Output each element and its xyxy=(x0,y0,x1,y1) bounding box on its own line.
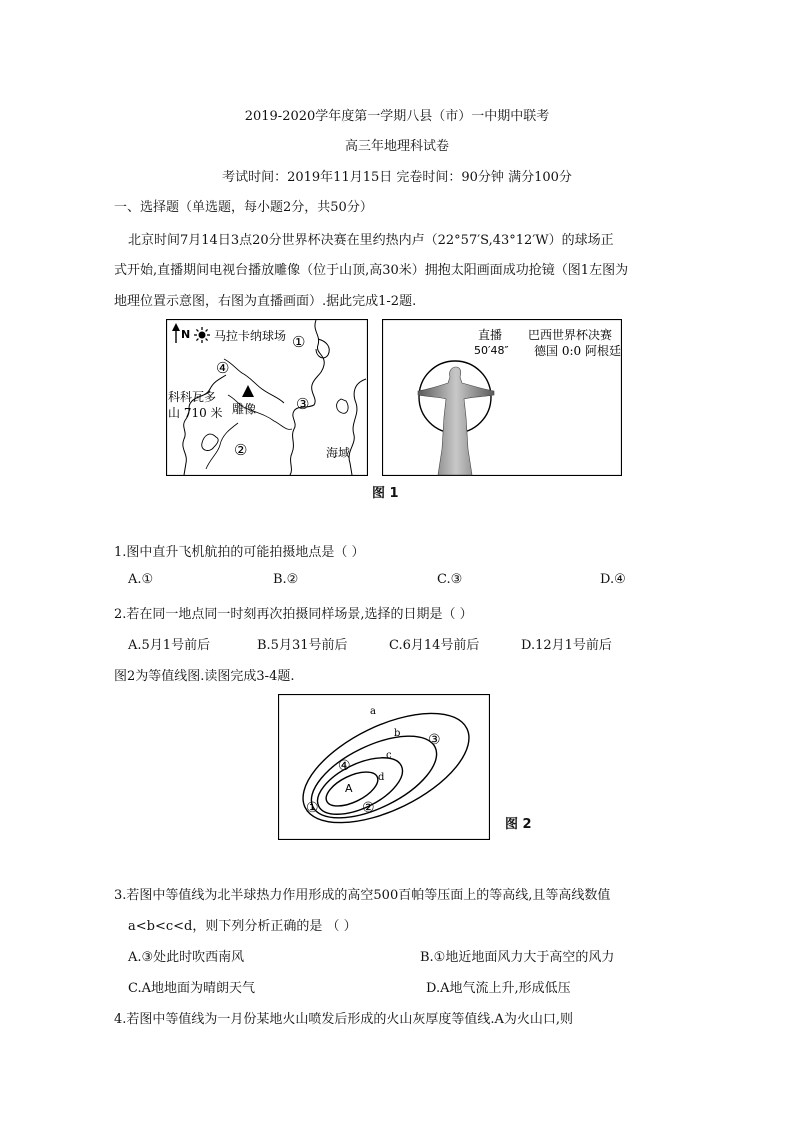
fig2-marker-1: ① xyxy=(306,800,319,816)
statue-label: 雕像 xyxy=(232,402,257,416)
figure1-caption: 图 1 xyxy=(372,486,399,501)
figure1-location-map xyxy=(166,319,368,476)
question2-option-d: D.12月1号前后 xyxy=(521,638,612,653)
fig2-marker-3: ③ xyxy=(428,732,441,748)
question3-option-a: A.③处此时吹西南风 xyxy=(128,950,245,965)
question1-option-c: C.③ xyxy=(437,572,463,587)
question3-option-c: C.A地地面为晴朗天气 xyxy=(128,981,256,996)
live-time: 50′48″ xyxy=(474,344,509,357)
question2-option-c: C.6月14号前后 xyxy=(389,638,480,653)
stadium-label: 马拉卡纳球场 xyxy=(214,329,287,343)
match-score: 德国 0:0 阿根廷 xyxy=(534,344,621,358)
question3-option-d: D.A地气流上升,形成低压 xyxy=(426,981,571,996)
question4-stem: 4.若图中等值线为一月份某地火山喷发后形成的火山灰厚度等值线.A为火山口,则 xyxy=(114,1012,574,1027)
north-label: N xyxy=(181,328,191,341)
intro-line-2: 式开始,直播期间电视台播放雕像（位于山顶,高30米）拥抱太阳画面成功抢镜（图1左图为 xyxy=(114,263,629,278)
question3-stem-line1: 3.若图中等值线为北半球热力作用形成的高空500百帕等压面上的等高线,且等高线数值 xyxy=(114,888,611,903)
fig2-marker-4: ④ xyxy=(338,758,351,774)
live-label: 直播 xyxy=(478,328,503,342)
question2-option-b: B.5月31号前后 xyxy=(257,638,348,653)
isoline-label-d: d xyxy=(378,772,385,783)
figure1-broadcast-frame xyxy=(382,319,622,476)
question1-stem: 1.图中直升飞机航拍的可能拍摄地点是（ ） xyxy=(114,545,365,560)
marker-1: ① xyxy=(292,333,306,351)
section-heading: 一、选择题（单选题，每小题2分，共50分） xyxy=(114,200,373,215)
marker-4: ④ xyxy=(216,359,230,377)
question1-option-a: A.① xyxy=(128,572,154,587)
fig2-marker-2: ② xyxy=(362,800,375,816)
marker-2: ② xyxy=(234,441,248,459)
question2-stem: 2.若在同一地点同一时刻再次拍摄同样场景,选择的日期是（ ） xyxy=(114,607,473,622)
intro-line-1: 北京时间7月14日3点20分世界杯决赛在里约热内卢（22°57′S,43°12′W）的球场正 xyxy=(128,233,614,248)
question3-option-b: B.①地近地面风力大于高空的风力 xyxy=(420,950,615,965)
match-title: 巴西世界杯决赛 xyxy=(528,328,613,342)
isoline-label-a: a xyxy=(370,706,376,717)
figure2-intro: 图2为等值线图.读图完成3-4题. xyxy=(114,669,295,684)
exam-title: 2019-2020学年度第一学期八县（市）一中期中联考 xyxy=(244,109,550,124)
question1-option-b: B.② xyxy=(273,572,299,587)
mountain-label-line1: 科科瓦多 xyxy=(168,390,217,404)
figure2-caption: 图 2 xyxy=(505,817,532,832)
figure2-isoline-map xyxy=(278,694,490,840)
question1-option-d: D.④ xyxy=(600,572,626,587)
question3-stem-line2: a<b<c<d，则下列分析正确的是 （ ） xyxy=(128,919,357,934)
isoline-label-b: b xyxy=(394,728,401,739)
question2-option-a: A.5月1号前后 xyxy=(128,638,211,653)
exam-info: 考试时间：2019年11月15日 完卷时间：90分钟 满分100分 xyxy=(222,170,572,185)
center-point-a: A xyxy=(345,782,353,795)
intro-line-3: 地理位置示意图，右图为直播画面）.据此完成1-2题. xyxy=(114,294,417,309)
marker-3: ③ xyxy=(296,395,310,413)
mountain-label-line2: 山 710 米 xyxy=(168,406,223,420)
exam-subtitle: 高三年地理科试卷 xyxy=(344,139,449,154)
isoline-label-c: c xyxy=(386,750,392,761)
sea-label: 海域 xyxy=(326,446,351,460)
